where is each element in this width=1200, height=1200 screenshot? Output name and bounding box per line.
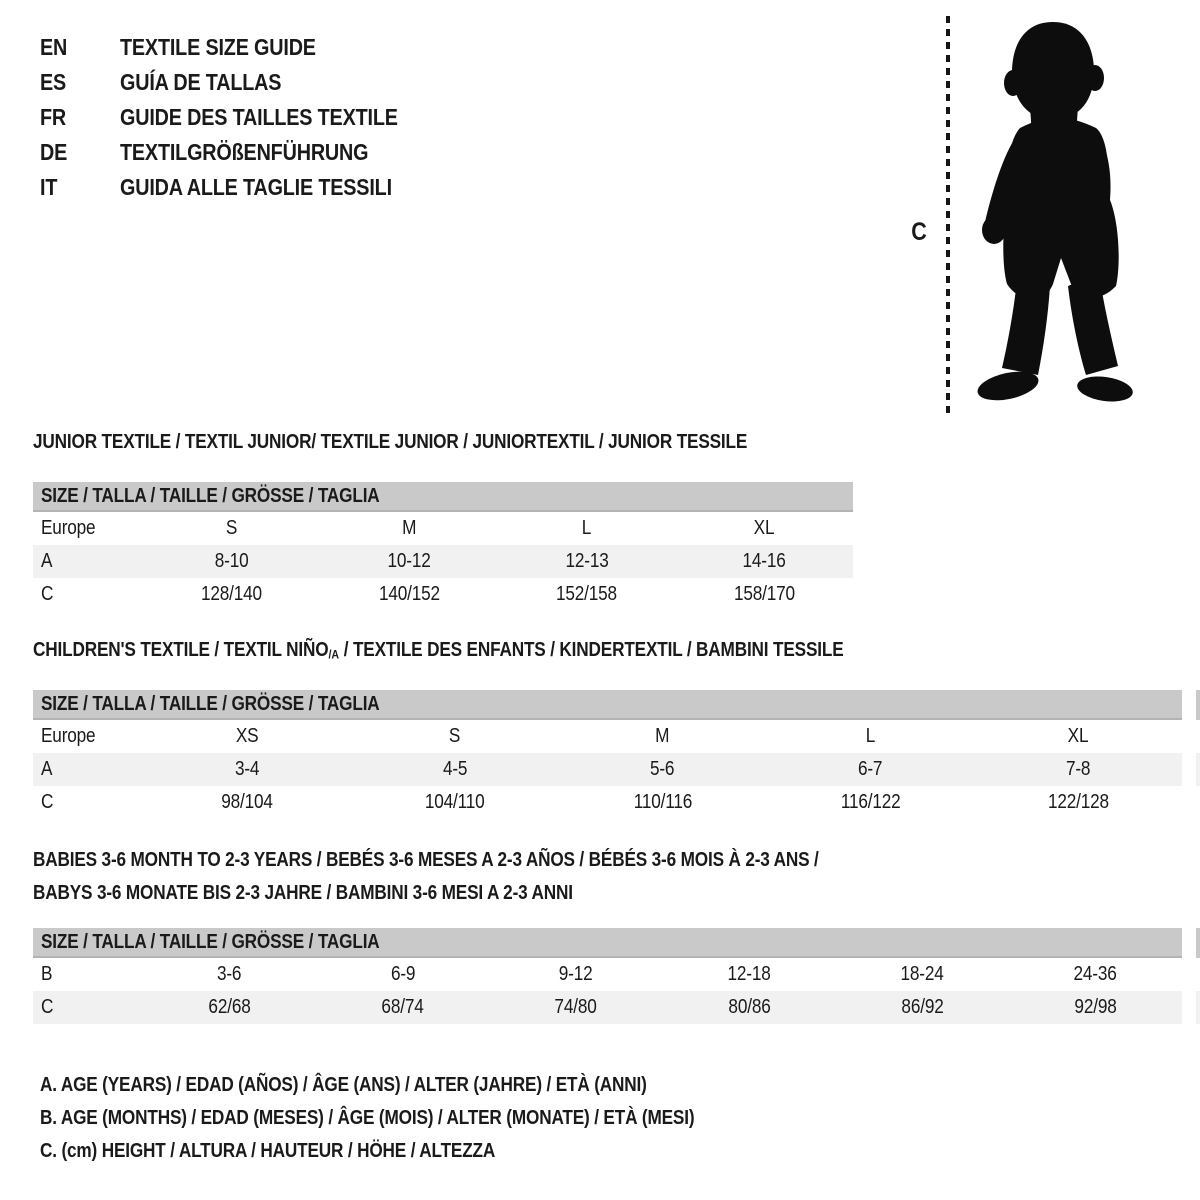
table-header: SIZE / TALLA / TAILLE / GRÖSSE / TAGLIA bbox=[33, 928, 1182, 958]
legend-row-b: B. AGE (MONTHS) / EDAD (MESES) / ÂGE (MOIS) / ALTER (MONATE) / ETÀ (MESI) bbox=[40, 1107, 695, 1129]
babies-size-table bbox=[33, 928, 1182, 1024]
height-value: 140/152 bbox=[378, 583, 440, 605]
legend bbox=[40, 1069, 801, 1168]
height-value: 86/92 bbox=[901, 996, 944, 1018]
language-code: EN bbox=[40, 34, 68, 60]
age-value: 14-16 bbox=[742, 550, 786, 572]
height-value: 80/86 bbox=[727, 996, 771, 1018]
height-value: 116/122 bbox=[840, 791, 901, 813]
size-value: S bbox=[449, 725, 461, 747]
height-value: 158/170 bbox=[733, 583, 795, 605]
months-value: 18-24 bbox=[900, 963, 944, 985]
row-label: B bbox=[41, 963, 53, 985]
row-label: A bbox=[41, 758, 53, 780]
table-header: SIZE / TALLA / TAILLE / GRÖSSE / TAGLIA bbox=[33, 482, 853, 512]
height-measure-label: C bbox=[911, 218, 927, 246]
guide-title-fr: GUIDE DES TAILLES TEXTILE bbox=[120, 104, 398, 130]
height-value: 128/140 bbox=[201, 583, 263, 605]
table-edge-artifact bbox=[1196, 991, 1200, 1024]
section-title-children: CHILDREN'S TEXTILE / TEXTIL NIÑO/A / TEXTILE DES ENFANTS / KINDERTEXTIL / BAMBINI TESSILE bbox=[33, 639, 844, 662]
table-row-height bbox=[33, 578, 853, 611]
guide-title-en: TEXTILE SIZE GUIDE bbox=[120, 34, 316, 60]
row-label: C bbox=[41, 791, 54, 813]
table-header: SIZE / TALLA / TAILLE / GRÖSSE / TAGLIA bbox=[33, 690, 1182, 720]
months-value: 12-18 bbox=[727, 963, 771, 985]
height-value: 68/74 bbox=[381, 996, 424, 1018]
table-row-europe bbox=[33, 512, 853, 545]
language-row-fr bbox=[40, 100, 443, 135]
language-code: ES bbox=[40, 69, 67, 95]
size-value: L bbox=[582, 517, 592, 539]
months-value: 9-12 bbox=[559, 963, 593, 985]
guide-title-it: GUIDA ALLE TAGLIE TESSILI bbox=[120, 174, 392, 200]
size-value: L bbox=[865, 725, 875, 747]
language-code: IT bbox=[40, 174, 58, 200]
age-value: 10-12 bbox=[387, 550, 431, 572]
table-row-europe bbox=[33, 720, 1182, 753]
height-value: 98/104 bbox=[221, 791, 273, 813]
age-value: 7-8 bbox=[1065, 758, 1091, 780]
language-code: FR bbox=[40, 104, 67, 130]
size-value: S bbox=[226, 517, 238, 539]
height-value: 152/158 bbox=[556, 583, 618, 605]
children-size-table bbox=[33, 690, 1182, 819]
table-edge-artifact bbox=[1196, 928, 1200, 958]
table-row-age bbox=[33, 545, 853, 578]
table-edge-artifact bbox=[1196, 753, 1200, 786]
section-title-babies-line1: BABIES 3-6 MONTH TO 2-3 YEARS / BEBÉS 3-6 MESES A 2-3 AÑOS / BÉBÉS 3-6 MOIS À 2-3 ANS / bbox=[33, 849, 819, 871]
toddler-silhouette-icon bbox=[958, 20, 1148, 420]
months-value: 6-9 bbox=[390, 963, 415, 985]
size-value: M bbox=[402, 517, 417, 539]
title-subscript: /A bbox=[328, 647, 340, 662]
size-value: M bbox=[655, 725, 670, 747]
height-value: 62/68 bbox=[208, 996, 251, 1018]
guide-title-es: GUÍA DE TALLAS bbox=[120, 69, 282, 95]
age-value: 4-5 bbox=[442, 758, 467, 780]
size-value: XS bbox=[235, 725, 259, 747]
height-measure-line bbox=[946, 16, 950, 416]
height-value: 104/110 bbox=[424, 791, 485, 813]
section-title-babies-line2: BABYS 3-6 MONATE BIS 2-3 JAHRE / BAMBINI 3-6 MESI A 2-3 ANNI bbox=[33, 882, 573, 904]
height-value: 110/116 bbox=[633, 791, 692, 813]
legend-row-c: C. (cm) HEIGHT / ALTURA / HAUTEUR / HÖHE / ALTEZZA bbox=[40, 1140, 496, 1162]
age-value: 12-13 bbox=[565, 550, 609, 572]
language-code: DE bbox=[40, 139, 68, 165]
age-value: 6-7 bbox=[858, 758, 883, 780]
language-row-en bbox=[40, 30, 443, 65]
language-title-list bbox=[40, 30, 443, 205]
row-label: Europe bbox=[41, 517, 96, 539]
size-value: XL bbox=[753, 517, 775, 539]
size-value: XL bbox=[1067, 725, 1089, 747]
table-row-months bbox=[33, 958, 1182, 991]
row-label: A bbox=[41, 550, 53, 572]
row-label: C bbox=[41, 583, 54, 605]
height-value: 92/98 bbox=[1074, 996, 1117, 1018]
age-value: 3-4 bbox=[234, 758, 260, 780]
language-row-de bbox=[40, 135, 443, 170]
junior-size-table bbox=[33, 482, 853, 611]
legend-row-a: A. AGE (YEARS) / EDAD (AÑOS) / ÂGE (ANS) / ALTER (JAHRE) / ETÀ (ANNI) bbox=[40, 1074, 647, 1096]
row-label: C bbox=[41, 996, 54, 1018]
age-value: 5-6 bbox=[650, 758, 675, 780]
months-value: 24-36 bbox=[1073, 963, 1118, 985]
section-title-junior: JUNIOR TEXTILE / TEXTIL JUNIOR/ TEXTILE JUNIOR / JUNIORTEXTIL / JUNIOR TESSILE bbox=[33, 431, 748, 453]
age-value: 8-10 bbox=[214, 550, 249, 572]
language-row-it bbox=[40, 170, 443, 205]
months-value: 3-6 bbox=[217, 963, 242, 985]
height-value: 122/128 bbox=[1047, 791, 1109, 813]
table-edge-artifact bbox=[1196, 690, 1200, 720]
height-value: 74/80 bbox=[554, 996, 598, 1018]
language-row-es bbox=[40, 65, 443, 100]
table-row-height bbox=[33, 786, 1182, 819]
row-label: Europe bbox=[41, 725, 96, 747]
table-row-height bbox=[33, 991, 1182, 1024]
guide-title-de: TEXTILGRÖßENFÜHRUNG bbox=[120, 139, 369, 165]
table-row-age bbox=[33, 753, 1182, 786]
